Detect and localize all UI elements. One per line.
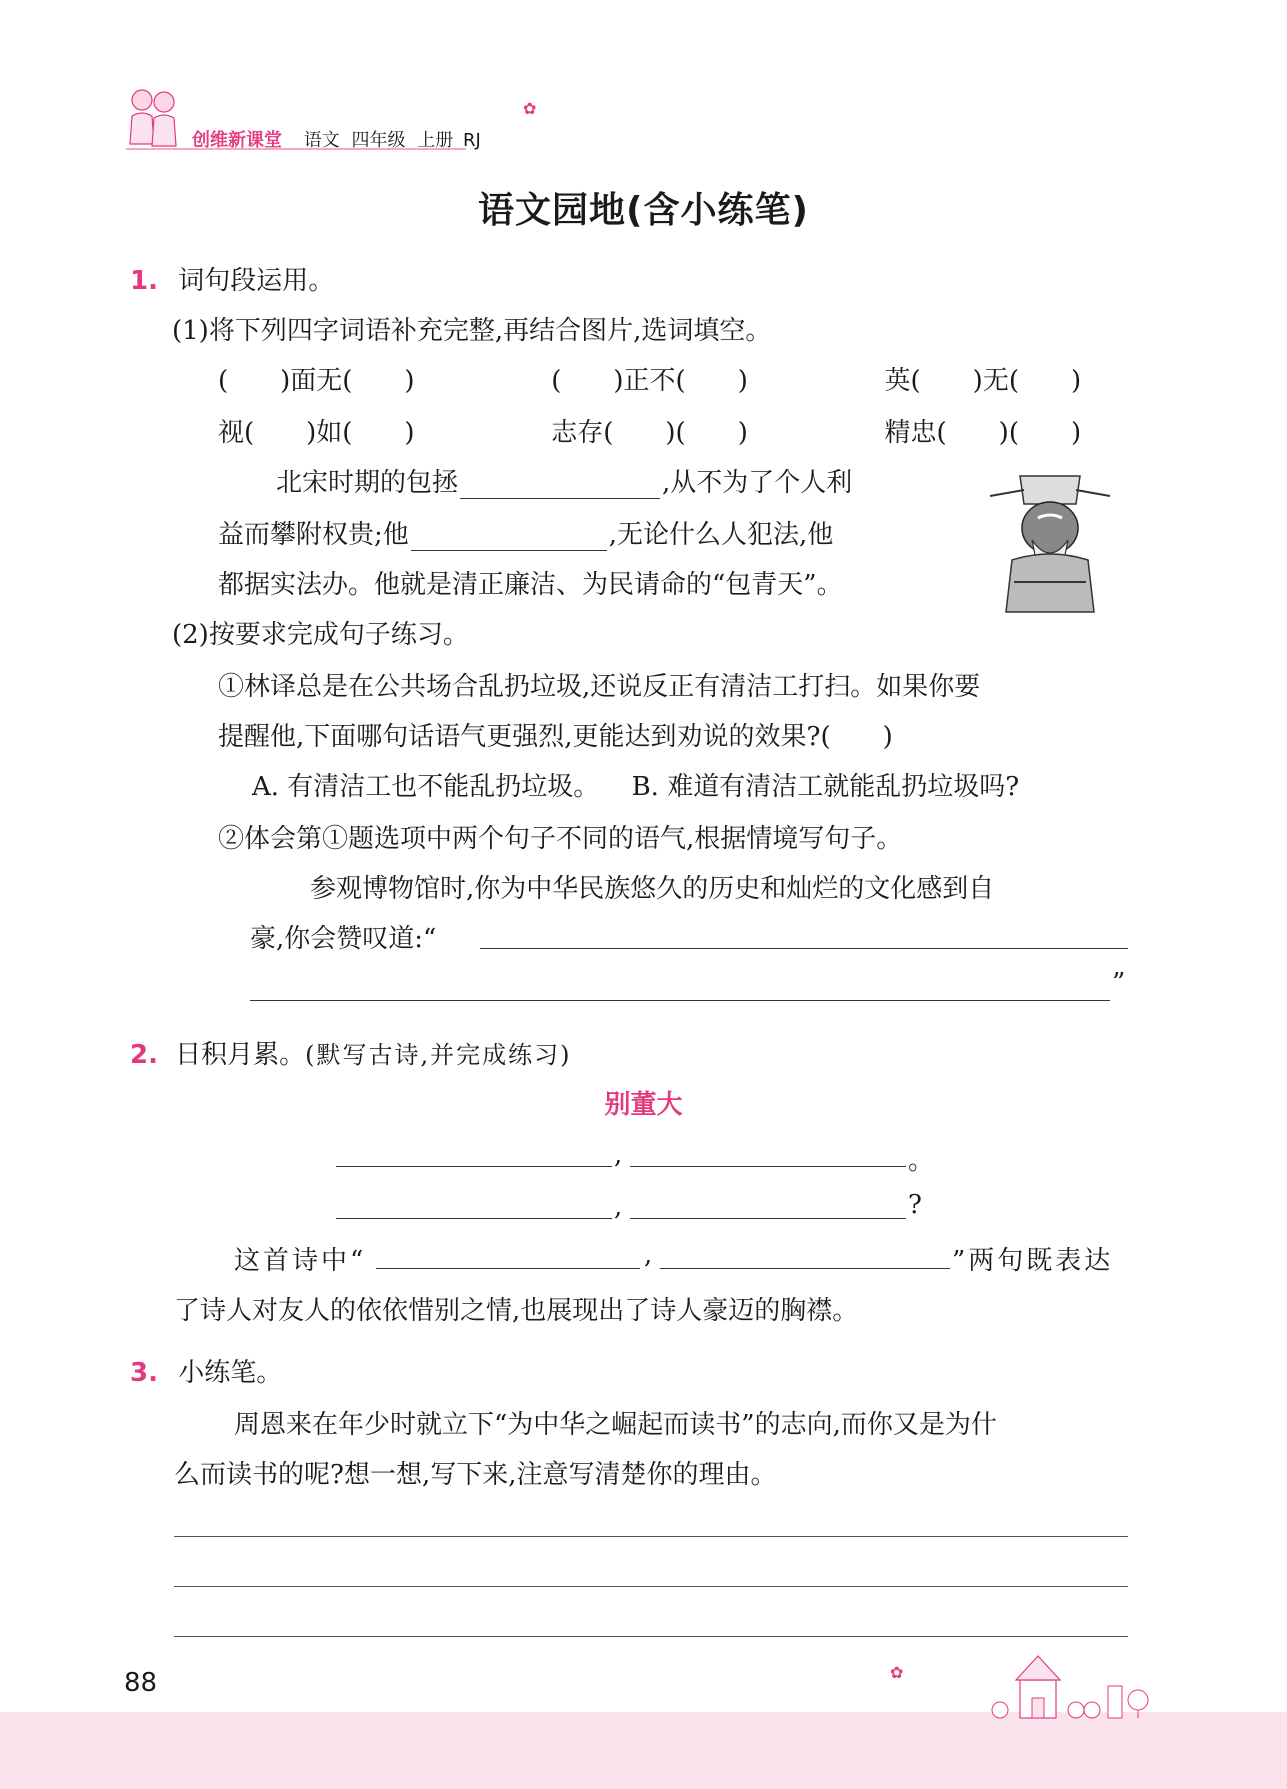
idiom-4: 视( )如( ) — [218, 418, 415, 448]
poem-blank-3[interactable] — [336, 1218, 612, 1219]
header-volume: 上册 — [417, 130, 454, 151]
idioms-row-2 — [218, 412, 1081, 449]
page-title: 语文园地(含小练笔) — [478, 190, 809, 231]
q2-note: (默写古诗,并完成练习) — [305, 1041, 572, 1069]
q3-heading-row — [130, 1352, 282, 1389]
poem-blank-6[interactable] — [660, 1268, 950, 1269]
fill-blank-1[interactable] — [460, 472, 660, 499]
fill-blank-2[interactable] — [411, 524, 607, 551]
option-a[interactable]: A. 有清洁工也不能乱扔垃圾。 — [252, 772, 600, 802]
q1-p1-instruction: (1)将下列四字词语补充完整,再结合图片,选词填空。 — [172, 316, 772, 346]
poem-comma-1: , — [614, 1140, 623, 1170]
para-text: 益而攀附权贵;他 — [218, 520, 409, 550]
para-line-2 — [218, 514, 833, 551]
q1-s2-line3: 豪,你会赞叹道:“ — [250, 924, 437, 954]
writing-line-3[interactable] — [174, 1636, 1128, 1637]
q1-options — [252, 766, 1019, 803]
para-line-1 — [276, 462, 852, 499]
header-bar — [192, 126, 481, 152]
header-subject: 语文 — [303, 130, 340, 151]
close-quote: ” — [1112, 968, 1126, 998]
q2-text-b: ”两句既表达 — [952, 1246, 1114, 1276]
poem-blank-1[interactable] — [336, 1166, 612, 1167]
q2-text-a: 这首诗中“ — [234, 1246, 367, 1276]
footer-band — [0, 1712, 1287, 1789]
idiom-3: 英( )无( ) — [884, 366, 1082, 396]
poem-blank-2[interactable] — [630, 1166, 906, 1167]
writing-line-1[interactable] — [174, 1536, 1128, 1537]
q3-number: 3. — [130, 1358, 158, 1388]
para-text: 北宋时期的包拯 — [276, 468, 459, 498]
q2-text-line2: 了诗人对友人的依依惜别之情,也展现出了诗人豪迈的胸襟。 — [174, 1296, 859, 1326]
poem-title: 别董大 — [604, 1090, 683, 1120]
q2-heading-row — [130, 1034, 571, 1071]
footer-castle-illustration — [880, 1650, 1160, 1720]
q1-s1-line1: ①林译总是在公共场合乱扔垃圾,还说反正有清洁工打扫。如果你要 — [218, 672, 981, 702]
bao-qingtian-illustration — [980, 456, 1120, 616]
para-text: ,从不为了个人利 — [662, 468, 853, 498]
q1-number: 1. — [130, 266, 158, 296]
idiom-5: 志存( )( ) — [551, 418, 748, 448]
idiom-1: ( )面无( ) — [218, 366, 415, 396]
q2-text-comma: , — [644, 1240, 653, 1270]
poem-blank-5[interactable] — [376, 1268, 640, 1269]
q1-s2-line2: 参观博物馆时,你为中华民族悠久的历史和灿烂的文化感到自 — [310, 874, 995, 904]
idiom-2: ( )正不( ) — [551, 366, 748, 396]
q1-s1-line2: 提醒他,下面哪句话语气更强烈,更能达到劝说的效果?( ) — [218, 722, 893, 752]
header-illustration-girls — [126, 86, 180, 152]
q3-heading: 小练笔。 — [178, 1358, 283, 1388]
q1-heading: 词句段运用。 — [178, 266, 335, 296]
poem-end-2: ? — [908, 1190, 922, 1220]
header-brand: 创维新课堂 — [192, 130, 282, 151]
idioms-row-1 — [218, 360, 1081, 397]
q1-p2-instruction: (2)按要求完成句子练习。 — [172, 620, 469, 650]
option-b[interactable]: B. 难道有清洁工就能乱扔垃圾吗? — [631, 772, 1020, 802]
q1-heading-row — [130, 260, 334, 297]
answer-line-1[interactable] — [480, 948, 1128, 949]
header-edition: RJ — [462, 130, 481, 151]
q3-line1: 周恩来在年少时就立下“为中华之崛起而读书”的志向,而你又是为什 — [234, 1410, 997, 1440]
writing-line-2[interactable] — [174, 1586, 1128, 1587]
q1-s2-line1: ②体会第①题选项中两个句子不同的语气,根据情境写句子。 — [218, 824, 903, 854]
para-text: ,无论什么人犯法,他 — [608, 520, 834, 550]
header-grade: 四年级 — [351, 130, 406, 151]
q3-line2: 么而读书的呢?想一想,写下来,注意写清楚你的理由。 — [174, 1460, 777, 1490]
svg-text:✿: ✿ — [890, 1663, 904, 1682]
q2-number: 2. — [130, 1040, 158, 1070]
poem-blank-4[interactable] — [630, 1218, 906, 1219]
flower-icon: ✿ — [523, 99, 537, 118]
para-line-3: 都据实法办。他就是清正廉洁、为民请命的“包青天”。 — [218, 570, 843, 600]
answer-line-2[interactable] — [250, 1000, 1110, 1001]
poem-end-1: 。 — [908, 1146, 935, 1176]
page-number: 88 — [124, 1668, 158, 1698]
poem-comma-2: , — [614, 1192, 623, 1222]
idiom-6: 精忠( )( ) — [884, 418, 1082, 448]
q2-heading: 日积月累。 — [175, 1040, 306, 1070]
